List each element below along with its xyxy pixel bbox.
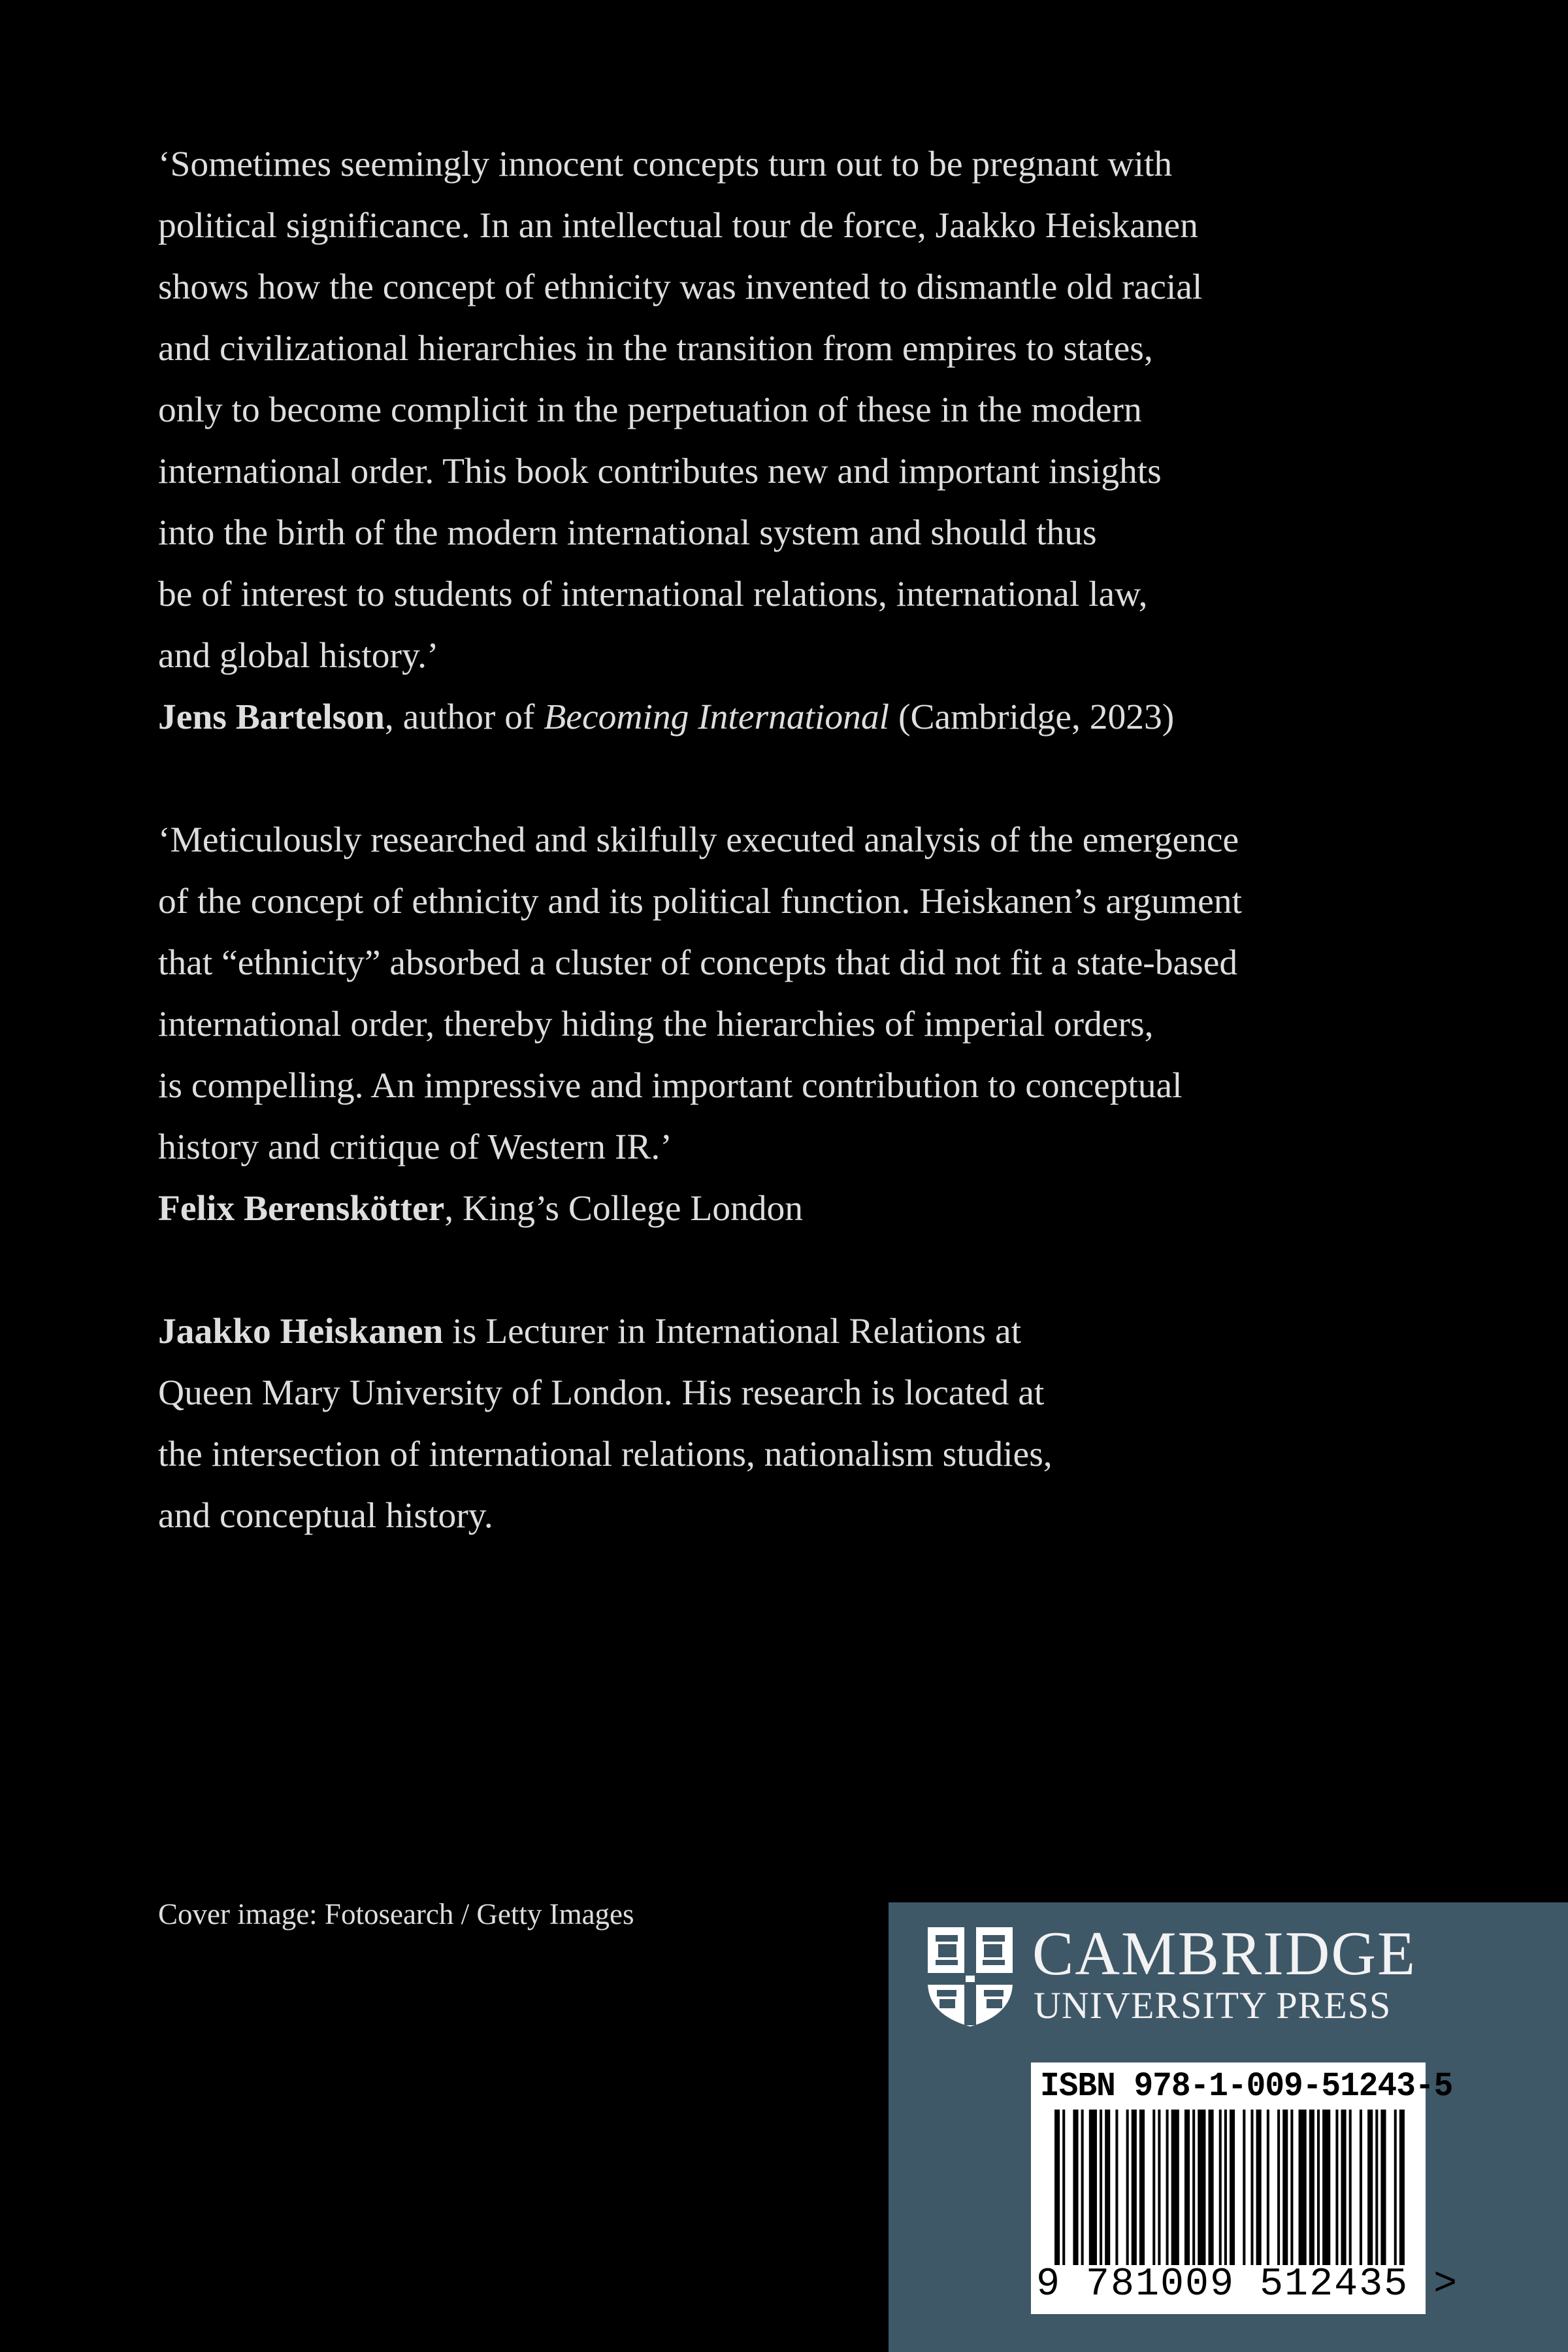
barcode-bar [1250,2110,1253,2265]
cambridge-shield-icon [925,1925,1015,2029]
endorsement-1-line: ‘Sometimes seemingly innocent concepts turn out to be pregnant with [158,144,1173,184]
publisher-subtitle: UNIVERSITY PRESS [1034,1984,1392,2027]
barcode-bar [1317,2110,1320,2265]
endorser-name: Jens Bartelson [158,697,385,737]
barcode-bar [1367,2110,1373,2265]
bio-author-name: Jaakko Heiskanen [158,1312,444,1351]
barcode-bar [1115,2110,1118,2265]
barcode-bar [1341,2110,1346,2265]
barcode-bar [1224,2110,1227,2265]
barcode-bar [1394,2110,1397,2265]
endorsement-2-attribution [158,1178,1373,1240]
endorsement-1-line: and global history.’ [158,636,439,676]
barcode-bar [1267,2110,1269,2265]
endorsement-2-line: of the concept of ethnicity and its political function. Heiskanen’s argument [158,882,1242,921]
barcode-bar [1171,2110,1179,2265]
paragraph-gap [158,1240,1373,1301]
endorsement-1-line: into the birth of the modern international system and should thus [158,513,1097,553]
back-cover-text [158,134,1373,1547]
isbn-barcode [1031,2062,1459,2314]
endorsement-1 [158,134,1373,748]
endorser-affiliation: , King’s College London [444,1189,804,1229]
barcode-bar [1256,2110,1262,2265]
barcode-bar [1230,2110,1235,2265]
endorsement-2 [158,810,1373,1240]
barcode-bar [1139,2110,1145,2265]
bio-line: and conceptual history. [158,1496,493,1536]
barcode-bar [1309,2110,1315,2265]
bio-line: Queen Mary University of London. His research is located at [158,1373,1045,1413]
endorser-book-title: Becoming International [544,697,890,737]
barcode-bar [1380,2110,1386,2265]
endorsement-2-line: is compelling. An impressive and important contribution to conceptual [158,1066,1183,1106]
barcode-bar [1299,2110,1307,2265]
barcode-bar [1105,2110,1110,2265]
barcode-bar [1184,2110,1190,2265]
barcode-bar [1399,2110,1405,2265]
endorsement-1-line: and civilizational hierarchies in the transition from empires to states, [158,329,1153,369]
barcode-bar [1100,2110,1102,2265]
endorsement-2-line: that “ethnicity” absorbed a cluster of concepts that did not fit a state-based [158,943,1238,983]
endorsement-2-line: history and critique of Western IR.’ [158,1127,672,1167]
barcode-bar [1322,2110,1330,2265]
endorsement-1-line: be of interest to students of international relations, international law, [158,574,1148,614]
barcode-bar [1375,2110,1378,2265]
endorser-name: Felix Berenskötter [158,1189,445,1229]
barcode-bar [1073,2110,1078,2265]
barcode-bar [1335,2110,1338,2265]
isbn-digits: 9 781009 512435 > [1036,2262,1459,2307]
barcode-bar [1243,2110,1245,2265]
barcode-bar [1192,2110,1195,2265]
endorsement-1-attribution [158,687,1373,748]
bio-first-line-rest: is Lecturer in International Relations at [443,1312,1022,1351]
barcode-bar [1089,2110,1097,2265]
barcode-bar [1360,2110,1362,2265]
barcode-bar [1219,2110,1222,2265]
endorser-prefix: , author of [384,697,544,737]
barcode-bar [1158,2110,1160,2265]
endorsement-1-line: political significance. In an intellectual tour de force, Jaakko Heiskanen [158,206,1198,246]
barcode-bar [1054,2110,1060,2265]
barcode-bar [1198,2110,1205,2265]
barcode-bar [1126,2110,1129,2265]
author-bio [158,1301,1373,1547]
endorser-book-suffix: (Cambridge, 2023) [889,697,1175,737]
paragraph-gap [158,748,1373,810]
cover-image-credit: Cover image: Fotosearch / Getty Images [158,1898,634,1930]
endorsement-1-line: only to become complicit in the perpetuation of these in the modern [158,390,1142,430]
barcode-bar [1081,2110,1084,2265]
barcode-bar [1132,2110,1137,2265]
bio-first-line [158,1301,1373,1363]
barcode-bar [1349,2110,1352,2265]
barcode-bars [1054,2110,1407,2265]
bio-line: the intersection of international relations, nationalism studies, [158,1434,1053,1474]
endorsement-1-line: shows how the concept of ethnicity was invented to dismantle old racial [158,267,1203,307]
barcode-bar [1152,2110,1155,2265]
barcode-bar [1208,2110,1213,2265]
endorsement-2-line: international order, thereby hiding the hierarchies of imperial orders, [158,1004,1154,1044]
endorsement-2-line: ‘Meticulously researched and skilfully executed analysis of the emergence [158,820,1239,860]
barcode-bar [1282,2110,1288,2265]
publisher-panel [889,1902,1568,2352]
barcode-bar [1166,2110,1169,2265]
barcode-bar [1277,2110,1280,2265]
endorsement-1-line: international order. This book contributes new and important insights [158,452,1162,491]
barcode-bar [1290,2110,1293,2265]
publisher-name: CAMBRIDGE [1032,1919,1417,1988]
isbn-label: ISBN 978-1-009-51243-5 [1040,2067,1453,2106]
barcode-bar [1062,2110,1065,2265]
